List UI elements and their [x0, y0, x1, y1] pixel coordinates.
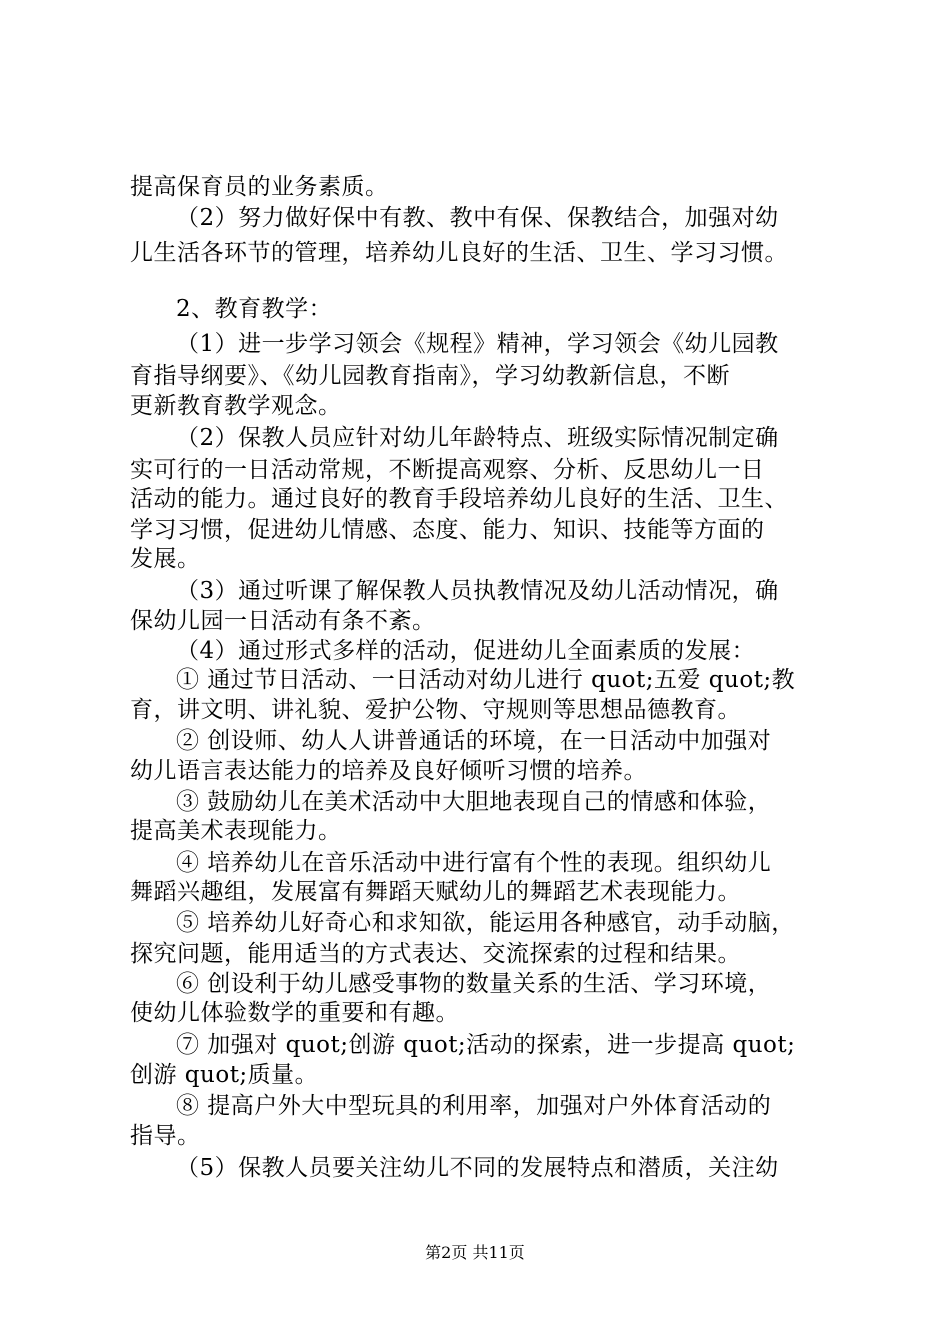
text-line: ⑧ 提高户外大中型玩具的利用率，加强对户外体育活动的: [176, 1093, 772, 1119]
text-line: 育指导纲要》、《幼儿园教育指南》，学习幼教新信息，不断: [130, 363, 730, 389]
text-line: （4）通过形式多样的活动，促进幼儿全面素质的发展：: [176, 638, 756, 664]
text-line: 学习习惯，促进幼儿情感、态度、能力、知识、技能等方面的: [130, 517, 765, 543]
text-line: （1）进一步学习领会《规程》精神，学习领会《幼儿园教: [176, 331, 779, 357]
text-line: ⑦ 加强对 quot;创游 quot;活动的探索，进一步提高 quot;: [176, 1032, 796, 1058]
page-number-footer: 第2页 共11页: [425, 1243, 525, 1262]
text-line: 指导。: [130, 1123, 201, 1149]
text-line: ⑥ 创设利于幼儿感受事物的数量关系的生活、学习环境，: [176, 971, 772, 997]
text-line: 使幼儿体验数学的重要和有趣。: [130, 1000, 459, 1026]
section-heading: 2、教育教学：: [176, 296, 333, 322]
text-line: （5）保教人员要关注幼儿不同的发展特点和潜质，关注幼: [176, 1155, 779, 1181]
text-line: （2）努力做好保中有教、教中有保、保教结合，加强对幼: [176, 205, 779, 231]
text-line: 舞蹈兴趣组，发展富有舞蹈天赋幼儿的舞蹈艺术表现能力。: [130, 879, 741, 905]
text-line: 发展。: [130, 546, 201, 572]
text-line: 实可行的一日活动常规，不断提高观察、分析、反思幼儿一日: [130, 457, 765, 483]
text-line: 育，讲文明、讲礼貌、爱护公物、守规则等思想品德教育。: [130, 697, 741, 723]
text-line: 探究问题，能用适当的方式表达、交流探索的过程和结果。: [130, 941, 741, 967]
text-line: 更新教育教学观念。: [130, 393, 342, 419]
text-line: 活动的能力。通过良好的教育手段培养幼儿良好的生活、卫生、: [130, 486, 788, 512]
text-line: ① 通过节日活动、一日活动对幼儿进行 quot;五爱 quot;教: [176, 667, 796, 693]
text-line: （3）通过听课了解保教人员执教情况及幼儿活动情况，确: [176, 578, 779, 604]
text-line: ⑤ 培养幼儿好奇心和求知欲，能运用各种感官，动手动脑，: [176, 910, 795, 936]
text-line: ④ 培养幼儿在音乐活动中进行富有个性的表现。组织幼儿: [176, 850, 772, 876]
text-line: ② 创设师、幼人人讲普通话的环境，在一日活动中加强对: [176, 728, 772, 754]
text-line: 提高美术表现能力。: [130, 818, 342, 844]
text-line: 提高保育员的业务素质。: [130, 174, 389, 200]
text-line: 幼儿语言表达能力的培养及良好倾听习惯的培养。: [130, 758, 647, 784]
text-line: ③ 鼓励幼儿在美术活动中大胆地表现自己的情感和体验，: [176, 789, 772, 815]
text-line: （2）保教人员应针对幼儿年龄特点、班级实际情况制定确: [176, 425, 779, 451]
text-line: 保幼儿园一日活动有条不紊。: [130, 608, 436, 634]
text-line: 创游 quot;质量。: [130, 1062, 319, 1088]
text-line: 儿生活各环节的管理，培养幼儿良好的生活、卫生、学习习惯。: [130, 240, 788, 266]
